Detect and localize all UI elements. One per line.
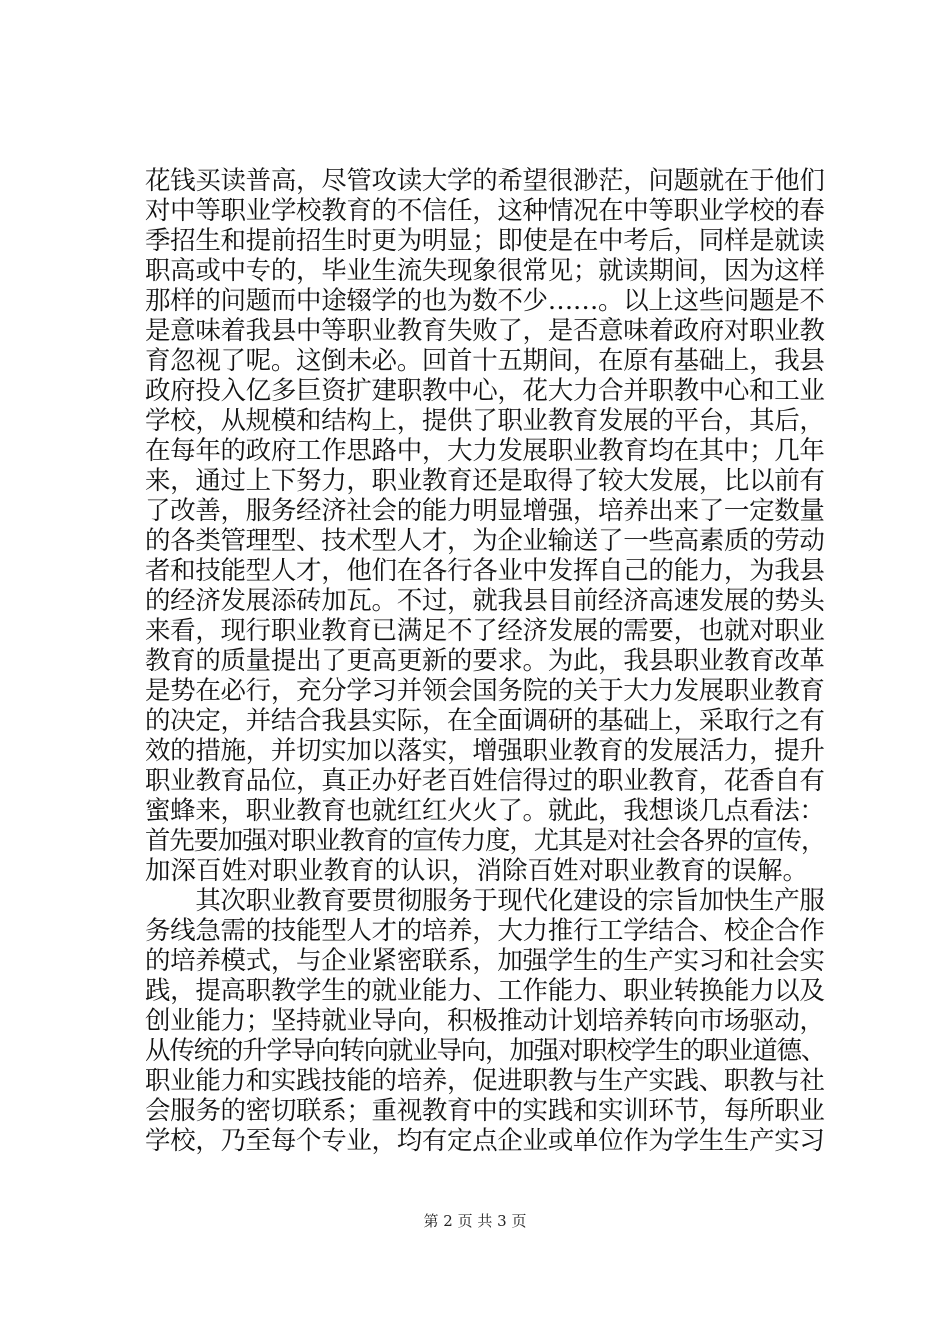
text-line: 蜜蜂来，职业教育也就红红火火了。就此，我想谈几点看法： (145, 796, 825, 826)
text-line: 践，提高职教学生的就业能力、工作能力、职业转换能力以及 (145, 976, 825, 1006)
text-line: 其次职业教育要贯彻服务于现代化建设的宗旨加快生产服 (145, 886, 825, 916)
page-number-footer: 第 2 页 共 3 页 (423, 1212, 527, 1230)
text-line: 首先要加强对职业教育的宣传力度，尤其是对社会各界的宣传， (145, 826, 825, 856)
text-line: 从传统的升学导向转向就业导向，加强对职校学生的职业道德、 (145, 1036, 825, 1066)
text-line: 会服务的密切联系；重视教育中的实践和实训环节，每所职业 (145, 1096, 825, 1126)
paragraph-1 (145, 166, 825, 886)
text-line: 职高或中专的，毕业生流失现象很常见；就读期间，因为这样 (145, 256, 825, 286)
text-line: 花钱买读普高，尽管攻读大学的希望很渺茫，问题就在于他们 (145, 166, 825, 196)
text-line: 创业能力；坚持就业导向，积极推动计划培养转向市场驱动， (145, 1006, 825, 1036)
text-line: 育忽视了呢。这倒未必。回首十五期间，在原有基础上，我县 (145, 346, 825, 376)
text-line: 加深百姓对职业教育的认识，消除百姓对职业教育的误解。 (145, 856, 809, 886)
text-line: 政府投入亿多巨资扩建职教中心，花大力合并职教中心和工业 (145, 376, 825, 406)
text-line: 职业能力和实践技能的培养，促进职教与生产实践、职教与社 (145, 1066, 825, 1096)
paragraph-2 (145, 886, 825, 1156)
text-line: 务线急需的技能型人才的培养，大力推行工学结合、校企合作 (145, 916, 825, 946)
text-line: 学校，从规模和结构上，提供了职业教育发展的平台，其后， (145, 406, 825, 436)
text-line: 的经济发展添砖加瓦。不过，就我县目前经济高速发展的势头 (145, 586, 825, 616)
text-line: 教育的质量提出了更高更新的要求。为此，我县职业教育改革 (145, 646, 825, 676)
text-line: 在每年的政府工作思路中，大力发展职业教育均在其中；几年 (145, 436, 825, 466)
text-line: 学校，乃至每个专业，均有定点企业或单位作为学生生产实习 (145, 1126, 825, 1156)
text-line: 是势在必行，充分学习并领会国务院的关于大力发展职业教育 (145, 676, 825, 706)
text-line: 职业教育品位，真正办好老百姓信得过的职业教育，花香自有 (145, 766, 825, 796)
text-line: 对中等职业学校教育的不信任，这种情况在中等职业学校的春 (145, 196, 825, 226)
text-line: 者和技能型人才，他们在各行各业中发挥自己的能力，为我县 (145, 556, 825, 586)
text-line: 的各类管理型、技术型人才，为企业输送了一些高素质的劳动 (145, 526, 825, 556)
text-line: 那样的问题而中途辍学的也为数不少……。以上这些问题是不 (145, 286, 825, 316)
text-line: 来，通过上下努力，职业教育还是取得了较大发展，比以前有 (145, 466, 825, 496)
text-line: 效的措施，并切实加以落实，增强职业教育的发展活力，提升 (145, 736, 825, 766)
document-body (145, 166, 825, 1156)
text-line: 季招生和提前招生时更为明显；即使是在中考后，同样是就读 (145, 226, 825, 256)
text-line: 了改善，服务经济社会的能力明显增强，培养出来了一定数量 (145, 496, 825, 526)
text-line: 来看，现行职业教育已满足不了经济发展的需要，也就对职业 (145, 616, 825, 646)
text-line: 的培养模式，与企业紧密联系，加强学生的生产实习和社会实 (145, 946, 825, 976)
text-line: 是意味着我县中等职业教育失败了，是否意味着政府对职业教 (145, 316, 825, 346)
text-line: 的决定，并结合我县实际，在全面调研的基础上，采取行之有 (145, 706, 825, 736)
